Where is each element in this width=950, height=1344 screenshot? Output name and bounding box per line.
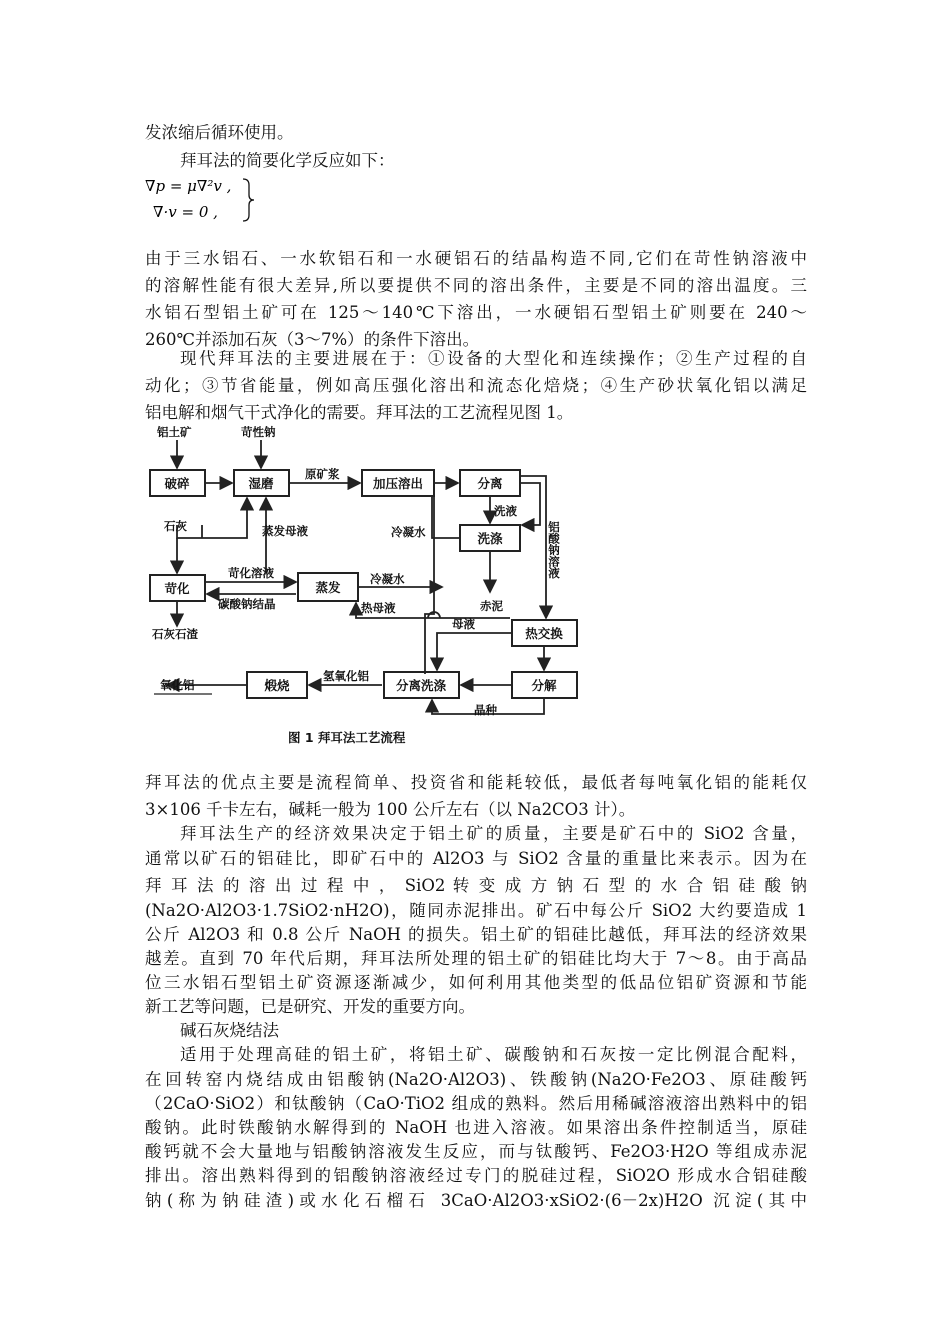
box-wetgrind: [234, 470, 289, 496]
box-calcine: [247, 672, 307, 698]
svg-text:煅烧: 煅烧: [264, 678, 290, 693]
paragraph-line: 新工艺等问题，已是研究、开发的重要方向。: [145, 997, 475, 1016]
section-heading: 碱石灰烧结法: [180, 1021, 279, 1040]
paragraph-line: 钠(称为钠硅渣)或水化石榴石 3CaO·Al2O3·xSiO2·(6－2x)H2O 沉淀(其中: [145, 1191, 807, 1210]
label-aluminate: [547, 520, 561, 579]
label-caust-liquor: 苛化溶液: [228, 566, 274, 580]
box-separate: [460, 470, 520, 496]
label-slurry: 原矿浆: [305, 467, 340, 481]
paragraph-line: 260℃并添加石灰（3～7%）的条件下溶出。: [145, 330, 480, 349]
paragraph-line: 排出。溶出熟料得到的铝酸钠溶液经过专门的脱硅过程，SiO2O 形成水合铝硅酸: [145, 1166, 807, 1185]
paragraph-line: 适用于处理高硅的铝土矿，将铝土矿、碳酸钠和石灰按一定比例混合配料，: [180, 1045, 807, 1064]
svg-text:蒸发: 蒸发: [315, 580, 341, 595]
svg-text:洗涤: 洗涤: [477, 531, 503, 546]
formula-eq1: ∇p = μ∇²v ,: [145, 177, 232, 195]
label-bauxite: 铝土矿: [157, 425, 192, 439]
label-condensate2: 冷凝水: [370, 572, 405, 586]
box-crush: [150, 470, 205, 496]
bayer-process-flowchart: [142, 422, 612, 762]
paragraph-line: 水铝石型铝土矿可在 125～140℃下溶出，一水硬铝石型铝土矿则要在 240～: [145, 303, 807, 322]
paragraph-line: 在回转窑内烧结成由铝酸钠(Na2O·Al2O3)、铁酸钠(Na2O·Fe2O3、原硅酸钙: [145, 1070, 807, 1089]
paragraph-line: 拜耳法的优点主要是流程简单、投资省和能耗较低，最低者每吨氧化铝的能耗仅: [145, 773, 807, 792]
label-hydroxide: 氢氧化铝: [323, 669, 369, 683]
svg-text:分离洗涤: 分离洗涤: [395, 678, 447, 693]
box-digest: [362, 470, 434, 496]
paragraph-line: 现代拜耳法的主要进展在于：①设备的大型化和连续操作；②生产过程的自: [180, 349, 807, 368]
paragraph-line: 铝电解和烟气干式净化的需要。拜耳法的工艺流程见图 1。: [145, 403, 574, 422]
svg-text:热交换: 热交换: [525, 626, 563, 641]
paragraph-line: 拜耳法生产的经济效果决定于铝土矿的质量，主要是矿石中的 SiO2 含量，: [180, 824, 807, 843]
box-wash: [460, 525, 520, 551]
label-seed: 晶种: [474, 703, 497, 717]
paragraph-line: 酸钙就不会大量地与铝酸钠溶液发生反应，而与钛酸钙、Fe2O3·H2O 等组成赤泥: [145, 1142, 807, 1161]
label-wash-liquor: 洗液: [494, 504, 517, 518]
paragraph-line: （2CaO·SiO2）和钛酸钠（CaO·TiO2 组成的熟料。然后用稀碱溶液溶出熟料中的铝: [145, 1094, 807, 1113]
svg-text:破碎: 破碎: [164, 476, 190, 491]
svg-text:铝酸钠溶液: 铝酸钠溶液: [547, 521, 561, 579]
label-hot-liquor: 热母液: [361, 601, 396, 615]
box-causticize: [150, 575, 205, 601]
paragraph-line: (Na2O·Al2O3·1.7SiO2·nH2O)，随同赤泥排出。矿石中每公斤 SiO2 大约要造成 1: [145, 901, 807, 920]
svg-text:加压溶出: 加压溶出: [372, 476, 424, 491]
paragraph-line: 3×106 千卡左右，碱耗一般为 100 公斤左右（以 Na2CO3 计）。: [145, 800, 636, 819]
box-sepwash: [384, 672, 459, 698]
brace-icon: [243, 179, 254, 221]
paragraph-line: 公斤 Al2O3 和 0.8 公斤 NaOH 的损失。铝土矿的铝硅比越低，拜耳法的经济效果: [145, 925, 807, 944]
box-evaporate: [298, 573, 358, 601]
box-heatex: [512, 620, 577, 646]
paragraph-line: 越差。直到 70 年代后期，拜耳法所处理的铝土矿的铝硅比均大于 7～8。由于高品: [145, 949, 807, 968]
paragraph-line: 由于三水铝石、一水软铝石和一水硬铝石的结晶构造不同,它们在苛性钠溶液中: [145, 249, 807, 268]
svg-text:分解: 分解: [531, 678, 557, 693]
navier-stokes-formula: [145, 175, 275, 225]
paragraph-line: 的溶解性能有很大差异,所以要提供不同的溶出条件，主要是不同的溶出温度。三: [145, 276, 807, 295]
label-red-mud: 赤泥: [480, 599, 503, 613]
box-decompose: [512, 672, 577, 698]
paragraph-line: 动化；③节省能量，例如高压强化溶出和流态化焙烧；④生产砂状氧化铝以满足: [145, 376, 807, 395]
paragraph-line: 拜耳法的简要化学反应如下：: [180, 151, 395, 170]
paragraph-line: 拜 耳 法 的 溶 出 过 程 中 ， SiO2 转 变 成 方 钠 石 型 的 水 合 铝 硅 酸 钠: [145, 876, 807, 895]
label-evap-liquor: 蒸发母液: [262, 524, 308, 538]
svg-text:湿磨: 湿磨: [248, 476, 274, 491]
paragraph-line: 通常以矿石的铝硅比，即矿石中的 Al2O3 与 SiO2 含量的重量比来表示。因为在: [145, 849, 807, 868]
paragraph-line: 发浓缩后循环使用。: [145, 123, 294, 142]
label-alumina: 氧化铝: [160, 678, 195, 692]
paragraph-line: 酸钠。此时铁酸钠水解得到的 NaOH 也进入溶液。如果溶出条件控制适当，原硅: [145, 1118, 807, 1137]
label-caustic: 苛性钠: [241, 425, 276, 439]
label-condensate1: 冷凝水: [391, 525, 426, 539]
label-soda-crystal: 碳酸钠结晶: [218, 597, 276, 611]
label-lime: 石灰: [164, 519, 187, 533]
label-lime-residue: 石灰石渣: [152, 627, 198, 641]
svg-text:分离: 分离: [477, 476, 503, 491]
figure-caption: 图 1 拜耳法工艺流程: [288, 730, 406, 745]
formula-eq2: ∇·v = 0 ,: [153, 203, 218, 221]
paragraph-line: 位三水铝石型铝土矿资源逐渐减少，如何利用其他类型的低品位铝矿资源和节能: [145, 973, 807, 992]
svg-text:苛化: 苛化: [164, 581, 190, 596]
label-mother-liquor: 母液: [452, 617, 475, 631]
